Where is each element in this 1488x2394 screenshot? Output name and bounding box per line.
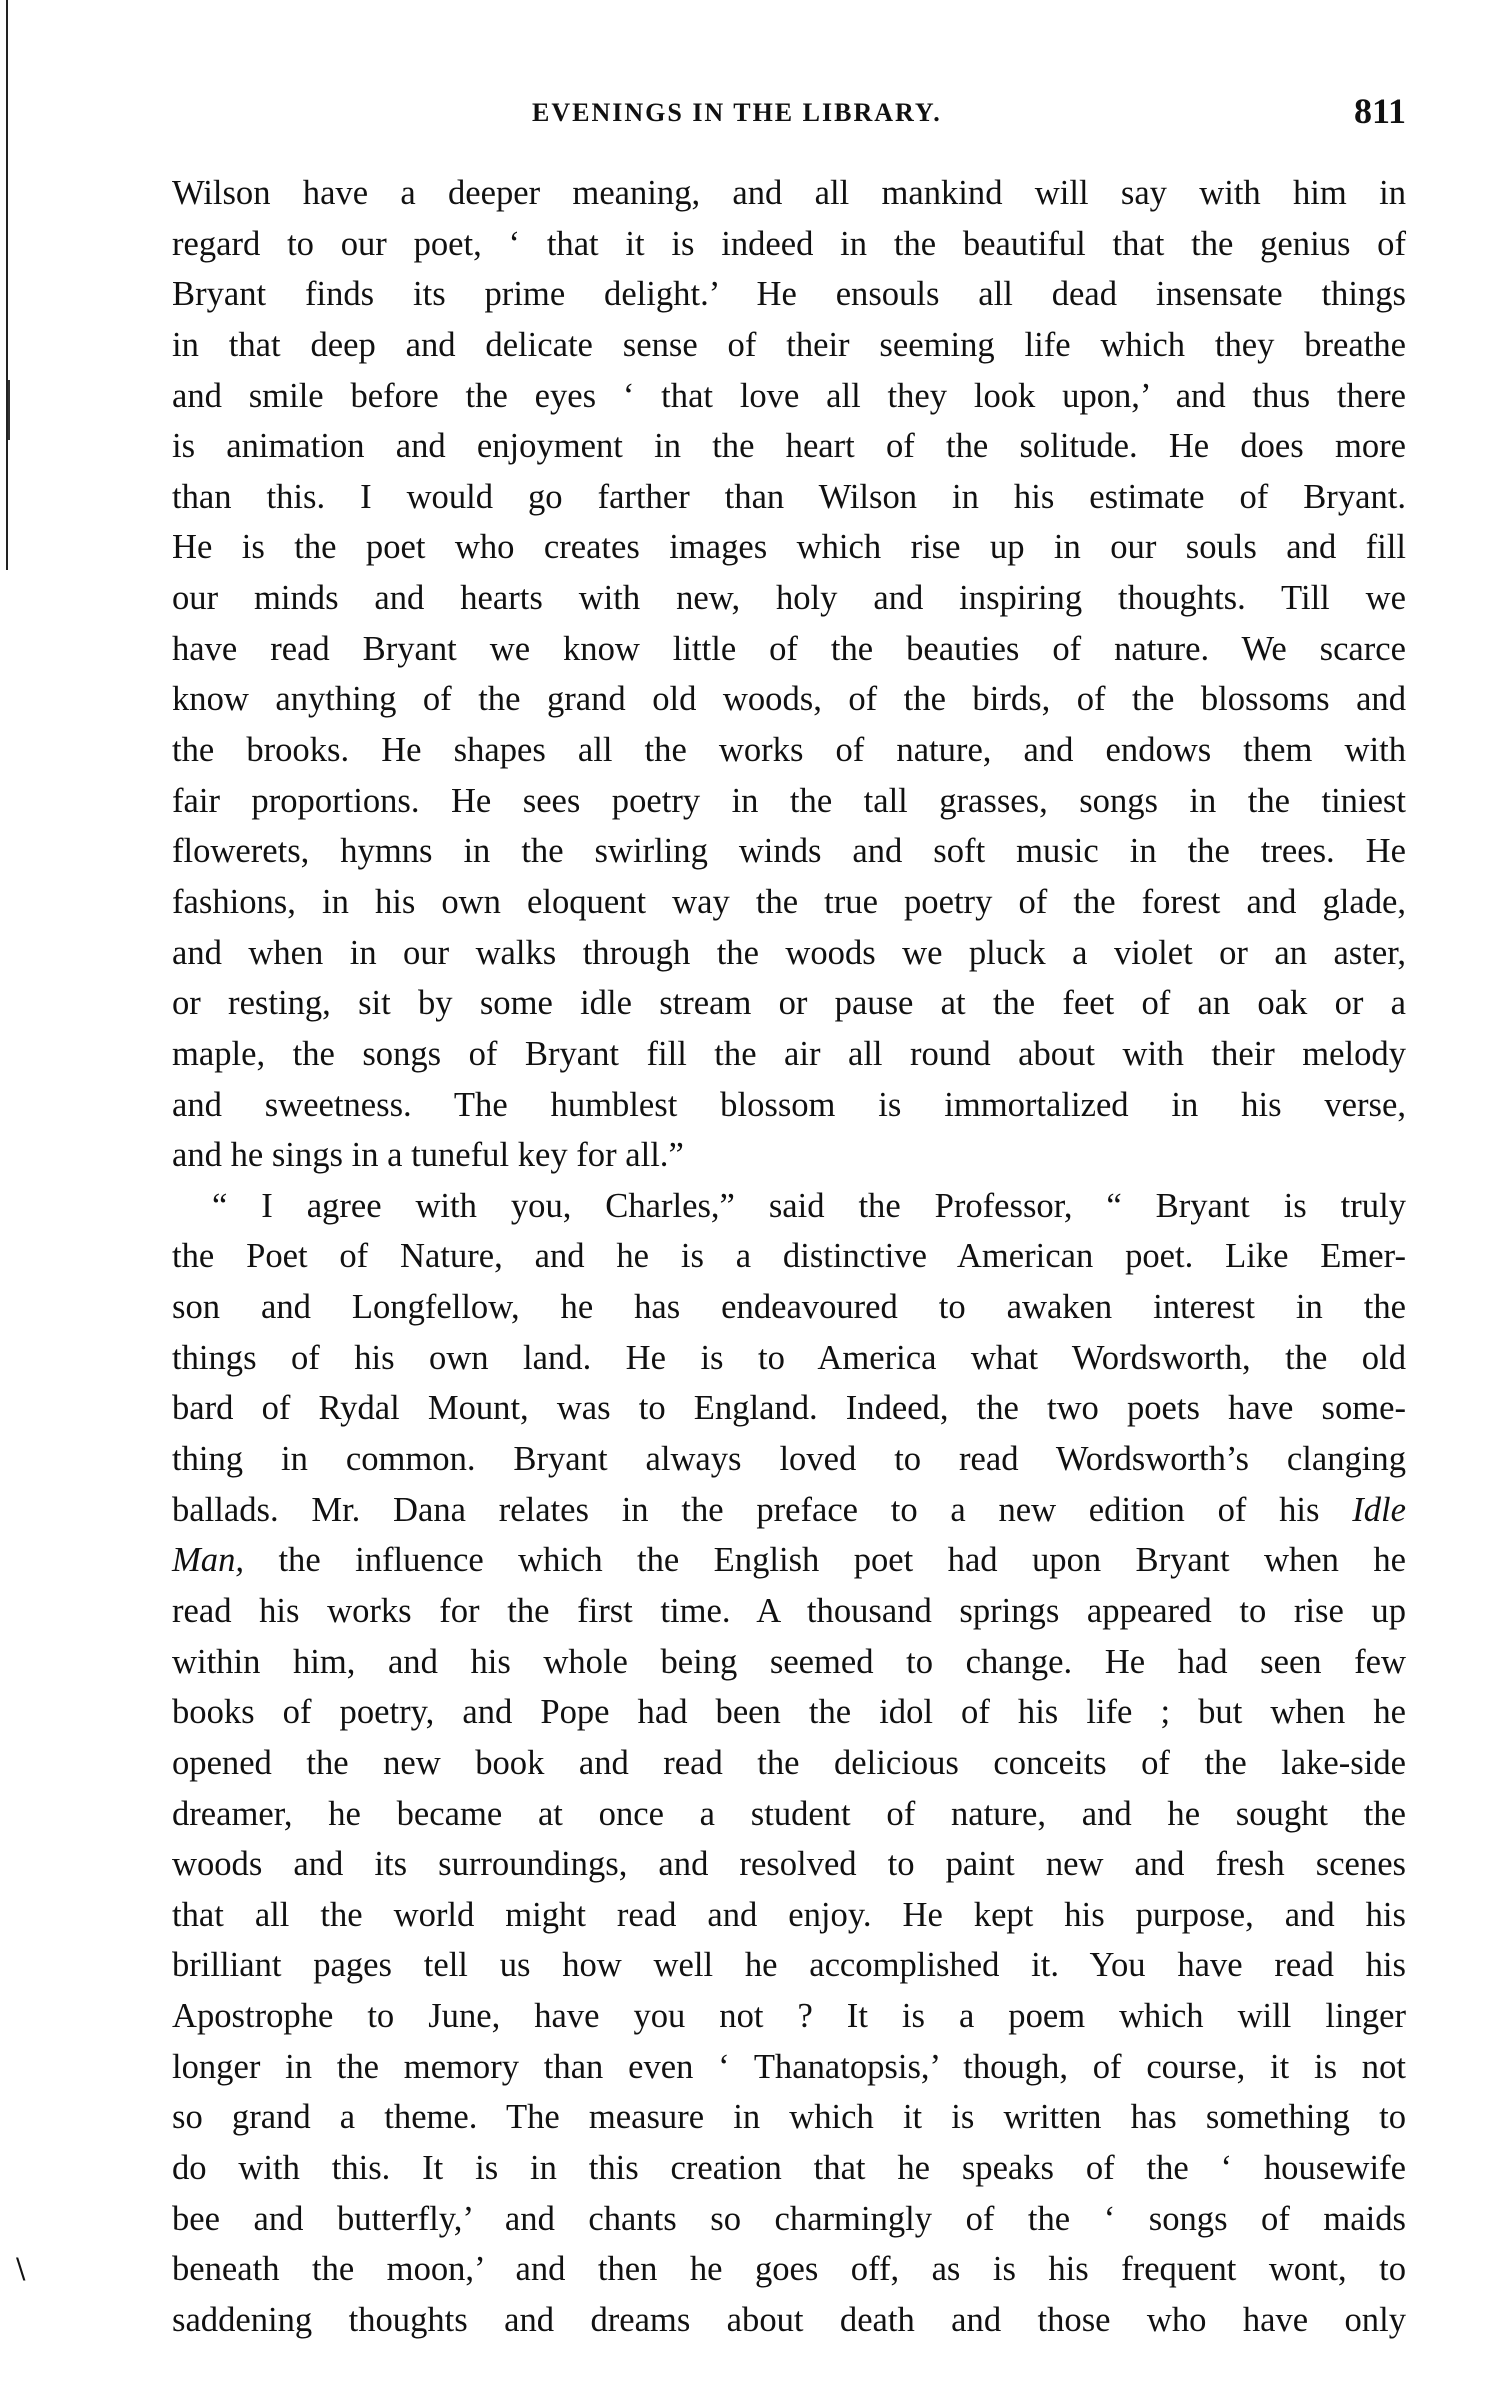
text-line: is animation and enjoyment in the heart of the solitude. He does more xyxy=(172,427,1406,466)
text-line: Wilson have a deeper meaning, and all mankind will say with him in xyxy=(172,174,1406,212)
body-text xyxy=(172,168,1406,2346)
text-line: have read Bryant we know little of the beauties of nature. We scarce xyxy=(172,629,1406,668)
text-line: woods and its surroundings, and resolved to paint new and fresh scenes xyxy=(172,1845,1406,1884)
text-line: so grand a theme. The measure in which it is written has something to xyxy=(172,2098,1406,2137)
text-line: things of his own land. He is to America what Wordsworth, the old xyxy=(172,1338,1406,1377)
paragraph-end-line: and he sings in a tuneful key for all.” xyxy=(172,1136,684,1175)
text-line: He is the poet who creates images which rise up in our souls and fill xyxy=(172,528,1406,567)
text-line: bee and butterfly,’ and chants so charmingly of the ‘ songs of maids xyxy=(172,2199,1406,2238)
text-line: know anything of the grand old woods, of the birds, of the blossoms and xyxy=(172,680,1406,719)
text-line: Bryant finds its prime delight.’ He ensouls all dead insensate things xyxy=(172,275,1406,314)
text-line: and when in our walks through the woods we pluck a violet or an aster, xyxy=(172,933,1406,972)
line-text: the influence which the English poet had upon Bryant when he xyxy=(278,1541,1406,1580)
gutter-rule xyxy=(6,0,8,570)
text-line-with-italic xyxy=(172,1535,1406,1586)
text-line-with-italic xyxy=(172,1485,1406,1536)
text-line: our minds and hearts with new, holy and inspiring thoughts. Till we xyxy=(172,579,1406,618)
text-line: maple, the songs of Bryant fill the air all round about with their melody xyxy=(172,1034,1406,1073)
text-line: regard to our poet, ‘ that it is indeed in the beautiful that the genius of xyxy=(172,224,1406,263)
text-line: beneath the moon,’ and then he goes off, as is his frequent wont, to xyxy=(172,2250,1406,2289)
text-line: do with this. It is in this creation that he speaks of the ‘ housewife xyxy=(172,2148,1406,2187)
margin-speck: \ xyxy=(16,2252,26,2285)
text-line: in that deep and delicate sense of their seeming life which they breathe xyxy=(172,325,1406,364)
page-header xyxy=(172,90,1406,140)
text-line: opened the new book and read the delicious conceits of the lake-side xyxy=(172,1743,1406,1782)
text-line: that all the world might read and enjoy. He kept his purpose, and his xyxy=(172,1895,1406,1934)
text-line: read his works for the first time. A thousand springs appeared to rise up xyxy=(172,1591,1406,1630)
binding-mark xyxy=(8,380,16,440)
running-head: EVENINGS IN THE LIBRARY. xyxy=(532,98,942,127)
text-line: and sweetness. The humblest blossom is immortalized in his verse, xyxy=(172,1085,1406,1124)
text-line: flowerets, hymns in the swirling winds and soft music in the trees. He xyxy=(172,832,1406,871)
text-line: fair proportions. He sees poetry in the tall grasses, songs in the tiniest xyxy=(172,781,1406,820)
text-line: thing in common. Bryant always loved to read Wordsworth’s clanging xyxy=(172,1440,1406,1479)
text-line: Apostrophe to June, have you not ? It is a poem which will linger xyxy=(172,1997,1406,2036)
text-line: brilliant pages tell us how well he accomplished it. You have read his xyxy=(172,1946,1406,1985)
italic-title: Idle xyxy=(1352,1490,1406,1529)
text-line: within him, and his whole being seemed to change. He had seen few xyxy=(172,1642,1406,1681)
paragraph-start-line: “ I agree with you, Charles,” said the Professor, “ Bryant is truly xyxy=(212,1186,1406,1225)
text-line: longer in the memory than even ‘ Thanatopsis,’ though, of course, it is not xyxy=(172,2047,1406,2086)
text-line: the brooks. He shapes all the works of nature, and endows them with xyxy=(172,731,1406,770)
line-text: ballads. Mr. Dana relates in the preface to a new edition of his xyxy=(172,1490,1320,1529)
text-line: bard of Rydal Mount, was to England. Indeed, the two poets have some- xyxy=(172,1389,1406,1428)
page-number: 811 xyxy=(1353,91,1406,131)
text-line: the Poet of Nature, and he is a distinctive American poet. Like Emer- xyxy=(172,1237,1406,1276)
text-line: son and Longfellow, he has endeavoured to awaken interest in the xyxy=(172,1288,1406,1327)
text-line: than this. I would go farther than Wilson in his estimate of Bryant. xyxy=(172,477,1406,516)
text-line: books of poetry, and Pope had been the idol of his life ; but when he xyxy=(172,1693,1406,1732)
italic-title: Man, xyxy=(172,1541,245,1580)
text-line: dreamer, he became at once a student of nature, and he sought the xyxy=(172,1794,1406,1833)
text-line: or resting, sit by some idle stream or pause at the feet of an oak or a xyxy=(172,984,1406,1023)
text-line: saddening thoughts and dreams about death and those who have only xyxy=(172,2300,1406,2339)
text-line: and smile before the eyes ‘ that love all they look upon,’ and thus there xyxy=(172,376,1406,415)
text-line: fashions, in his own eloquent way the true poetry of the forest and glade, xyxy=(172,882,1406,921)
